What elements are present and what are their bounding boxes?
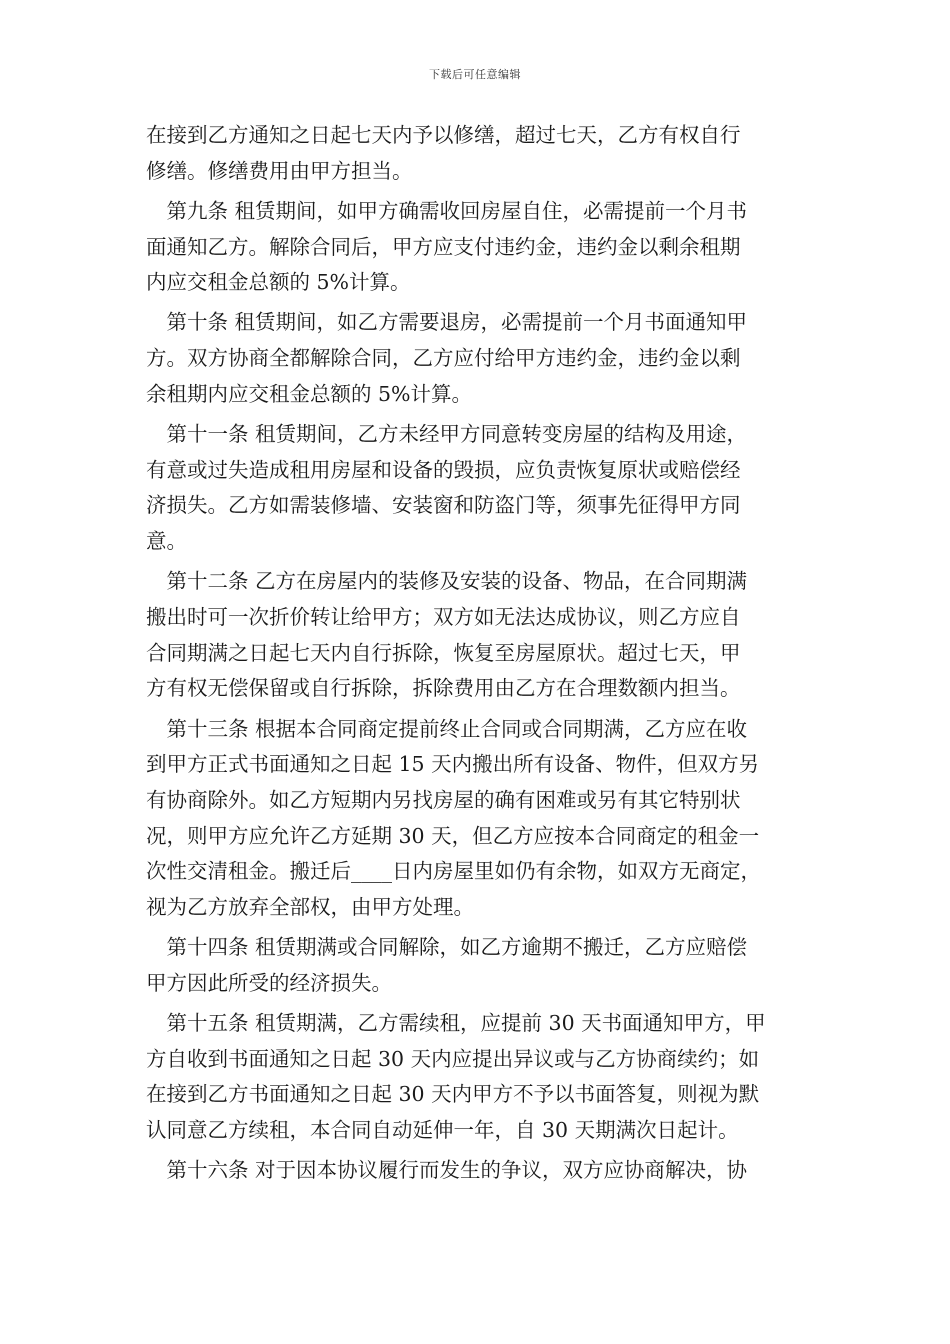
text-line: 修缮。修缮费用由甲方担当。 xyxy=(146,158,413,183)
text-line: 第十一条 租赁期间，乙方未经甲方同意转变房屋的结构及用途， xyxy=(146,422,748,446)
text-line: 有协商除外。如乙方短期内另找房屋的确有困难或另有其它特别状 xyxy=(146,787,741,812)
text-line: 视为乙方放弃全部权，由甲方处理。 xyxy=(146,894,474,919)
text-line: 方有权无偿保留或自行拆除，拆除费用由乙方在合理数额内担当。 xyxy=(146,676,741,701)
document-body xyxy=(146,118,806,1189)
text-line: 搬出时可一次折价转让给甲方；双方如无法达成协议，则乙方应自 xyxy=(146,604,741,629)
text-line: 在接到乙方通知之日起七天内予以修缮，超过七天，乙方有权自行 xyxy=(146,123,741,147)
text-line: 第十六条 对于因本协议履行而发生的争议，双方应协商解决，协 xyxy=(146,1158,748,1183)
text-line: 合同期满之日起七天内自行拆除，恢复至房屋原状。超过七天，甲 xyxy=(146,640,741,665)
text-line: 方自收到书面通知之日起 30 天内应提出异议或与乙方协商续约；如 xyxy=(146,1046,760,1071)
text-line: 况，则甲方应允许乙方延期 30 天，但乙方应按本合同商定的租金一 xyxy=(146,823,760,848)
text-line: 第十五条 租赁期满，乙方需续租，应提前 30 天书面通知甲方，甲 xyxy=(146,1011,766,1035)
text-line: 第九条 租赁期间，如甲方确需收回房屋自住，必需提前一个月书 xyxy=(146,198,748,223)
text-line: 第十条 租赁期间，如乙方需要退房，必需提前一个月书面通知甲 xyxy=(146,310,748,335)
text-line: 次性交清租金。搬迁后____日内房屋里如仍有余物，如双方无商定， xyxy=(146,859,761,884)
text-line: 甲方因此所受的经济损失。 xyxy=(146,970,392,995)
text-line: 面通知乙方。解除合同后，甲方应支付违约金，违约金以剩余租期 xyxy=(146,234,741,259)
text-line: 第十三条 根据本合同商定提前终止合同或合同期满，乙方应在收 xyxy=(146,716,748,741)
text-line: 内应交租金总额的 5%计算。 xyxy=(146,270,411,295)
text-line: 余租期内应交租金总额的 5%计算。 xyxy=(146,381,473,406)
text-line: 第十四条 租赁期满或合同解除，如乙方逾期不搬迁，乙方应赔偿 xyxy=(146,935,748,960)
text-line: 意。 xyxy=(146,529,187,554)
text-line: 方。双方协商全都解除合同，乙方应付给甲方违约金，违约金以剩 xyxy=(146,346,741,371)
text-line: 到甲方正式书面通知之日起 15 天内搬出所有设备、物件，但双方另 xyxy=(146,752,760,777)
text-line: 认同意乙方续租，本合同自动延伸一年，自 30 天期满次日起计。 xyxy=(146,1118,739,1143)
text-line: 济损失。乙方如需装修墙、安装窗和防盗门等，须事先征得甲方同 xyxy=(146,493,741,518)
text-line: 在接到乙方书面通知之日起 30 天内甲方不予以书面答复，则视为默 xyxy=(146,1082,760,1107)
page-header: 下载后可任意编辑 xyxy=(429,68,521,81)
text-line: 有意或过失造成租用房屋和设备的毁损，应负责恢复原状或赔偿经 xyxy=(146,457,741,482)
text-line: 第十二条 乙方在房屋内的装修及安装的设备、物品，在合同期满 xyxy=(146,569,748,594)
